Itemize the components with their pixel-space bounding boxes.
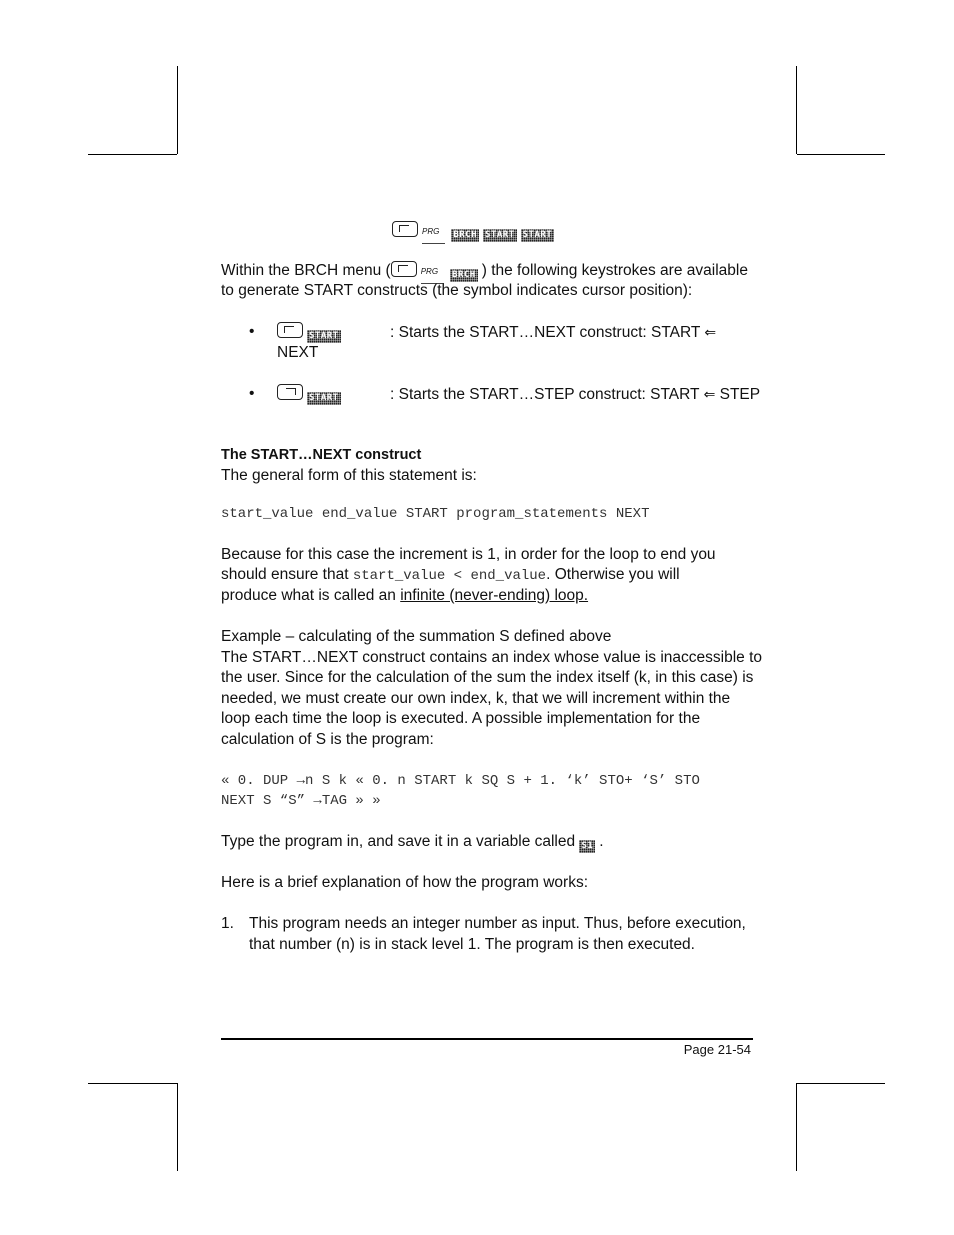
softkey-brch: BRCH [452, 270, 476, 280]
crop-mark-bottom-left-horizontal [88, 1083, 177, 1084]
left-shift-key-icon [391, 261, 417, 277]
type-program-text: . [599, 833, 604, 850]
section-heading: The START…NEXT construct [221, 447, 422, 463]
footer-rule [221, 1038, 753, 1040]
example-line: the user. Since for the calculation of the sum the index itself (k, in this case) is [221, 669, 754, 686]
bullet-2-keys [277, 384, 345, 405]
intro-text: ) the following keystrokes are available [481, 262, 748, 279]
general-form-intro: The general form of this statement is: [221, 467, 477, 484]
right-shift-key-icon [277, 384, 303, 400]
increment-text: should ensure that [221, 566, 353, 583]
infinite-loop-link[interactable]: infinite (never-ending) loop. [400, 587, 589, 604]
crop-mark-top-left-vertical [177, 66, 178, 154]
cursor-arrow-icon: ⇐ [703, 386, 716, 402]
numbered-item-line-1: This program needs an integer number as input. Thus, before execution, [249, 915, 746, 932]
top-keystroke-line [392, 221, 558, 244]
intro-text: Within the BRCH menu ( [221, 262, 391, 279]
crop-mark-top-left-horizontal [88, 154, 177, 155]
example-line: The START…NEXT construct contains an index whose value is inaccessible to [221, 649, 763, 666]
crop-mark-bottom-right-horizontal [797, 1083, 885, 1084]
softkey-start: START [522, 230, 553, 240]
bullet-1-description [390, 322, 716, 344]
type-program-text: Type the program in, and save it in a variable called [221, 833, 580, 850]
left-shift-key-icon [277, 322, 303, 338]
program-code-line-1: « 0. DUP →n S k « 0. n START k SQ S + 1. ‘k’ STO+ ‘S’ STO [221, 773, 700, 789]
page-number: Page 21-54 [683, 1042, 751, 1057]
crop-mark-top-right-horizontal [797, 154, 885, 155]
increment-line-2 [221, 565, 680, 587]
example-heading: Example – calculating of the summation S defined above [221, 628, 612, 645]
crop-mark-bottom-left-vertical [177, 1083, 178, 1171]
prg-key-label: PRG [422, 222, 445, 244]
bullet-2-description [390, 384, 760, 406]
crop-mark-bottom-right-vertical [796, 1083, 797, 1171]
bullet-1-text: : Starts the START…NEXT construct: START [390, 324, 701, 341]
bullet-2-tail: STEP [719, 386, 761, 403]
cursor-arrow-icon: ⇐ [704, 324, 717, 340]
type-program-line [221, 832, 604, 853]
numbered-item-number: 1. [221, 915, 234, 932]
increment-text: . Otherwise you will [546, 566, 680, 583]
softkey-s1: S1 [581, 841, 594, 851]
increment-line-1: Because for this case the increment is 1, in order for the loop to end you [221, 546, 716, 563]
program-code-line-2: NEXT S “S” →TAG » » [221, 793, 381, 809]
crop-mark-top-right-vertical [796, 66, 797, 154]
bullet-1-tail: NEXT [277, 344, 319, 361]
bullet-marker: • [249, 323, 255, 340]
softkey-start: START [485, 230, 515, 240]
prg-key-label: PRG [421, 262, 444, 284]
bullet-marker: • [249, 385, 255, 402]
numbered-item-line-2: that number (n) is in stack level 1. The program is then executed. [249, 936, 695, 953]
bullet-1-keys [277, 322, 345, 343]
softkey-brch: BRCH [453, 230, 478, 240]
left-shift-key-icon [392, 221, 418, 237]
example-line: calculation of S is the program: [221, 731, 434, 748]
softkey-start: START [309, 393, 339, 403]
increment-line-3 [221, 586, 588, 607]
bullet-2-text: : Starts the START…STEP construct: START [390, 386, 700, 403]
intro-line-2: to generate START constructs (the symbol indicates cursor position): [221, 282, 693, 299]
example-line: needed, we must create our own index, k, that we will increment within the [221, 690, 731, 707]
example-line: loop each time the loop is executed. A possible implementation for the [221, 710, 701, 727]
inline-code: start_value < end_value [352, 568, 547, 584]
increment-text: produce what is called an [221, 587, 401, 604]
explanation-intro: Here is a brief explanation of how the program works: [221, 874, 589, 891]
softkey-start: START [309, 331, 339, 341]
general-form-code: start_value end_value START program_statements NEXT [221, 506, 650, 522]
